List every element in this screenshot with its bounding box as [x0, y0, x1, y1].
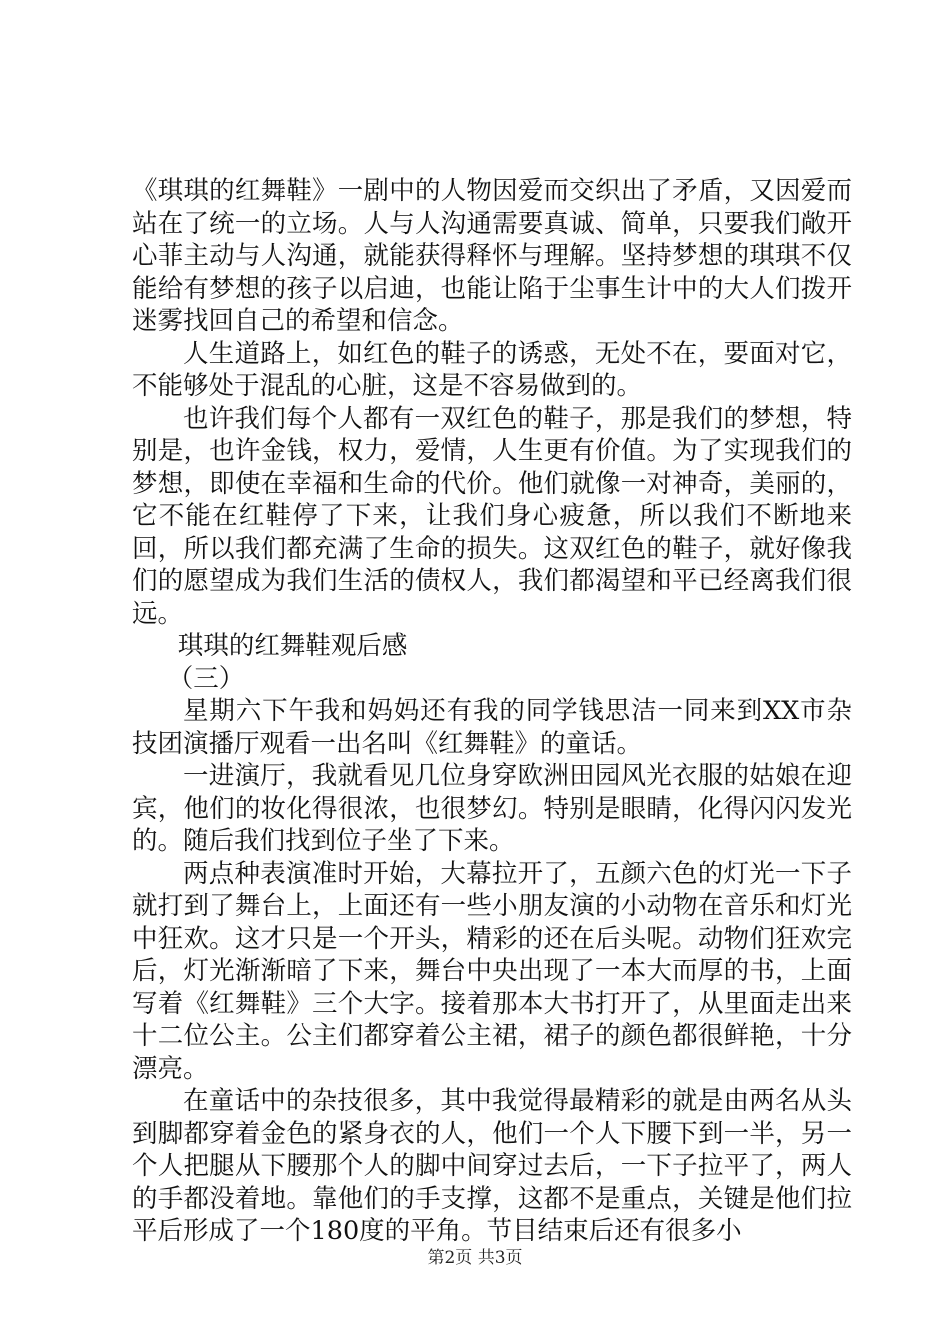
paragraph-7: 在童话中的杂技很多，其中我觉得最精彩的就是由两名从头到脚都穿着金色的紧身衣的人，他们一个人下腰下到一半，另一个人把腿从下腰那个人的脚中间穿过去后，一下子拉平了，两人的手都没着地。靠他们的手支撑，这都不是重点，关键是他们拉平后形成了一个180度的平角。节目结束后还有很多小 — [132, 1086, 852, 1246]
section-number: （三） — [167, 663, 245, 694]
document-body — [132, 175, 852, 1248]
paragraph-2: 人生道路上，如红色的鞋子的诱惑，无处不在，要面对它，不能够处于混乱的心脏，这是不容易做到的。 — [132, 338, 852, 401]
section-heading: 琪琪的红舞鞋观后感 — [177, 631, 408, 661]
paragraph-4: 星期六下午我和妈妈还有我的同学钱思洁一同来到XX市杂技团演播厅观看一出名叫《红舞鞋》的童话。 — [132, 696, 852, 759]
paragraph-1: 《琪琪的红舞鞋》一剧中的人物因爱而交织出了矛盾，又因爱而站在了统一的立场。人与人沟通需要真诚、简单，只要我们敞开心菲主动与人沟通，就能获得释怀与理解。坚持梦想的琪琪不仅能给有梦想的孩子以启迪，也能让陷于尘事生计中的大人们拨开迷雾找回自己的希望和信念。 — [132, 176, 852, 336]
paragraph-6: 两点种表演准时开始，大幕拉开了，五颜六色的灯光一下子就打到了舞台上，上面还有一些小朋友演的小动物在音乐和灯光中狂欢。这才只是一个开头，精彩的还在后头呢。动物们狂欢完后，灯光渐渐暗了下来，舞台中央出现了一本大而厚的书，上面写着《红舞鞋》三个大字。接着那本大书打开了，从里面走出来十二位公主。公主们都穿着公主裙，裙子的颜色都很鲜艳，十分漂亮。 — [132, 858, 852, 1084]
page-footer: 第2页 共3页 — [427, 1248, 523, 1268]
paragraph-3: 也许我们每个人都有一双红色的鞋子，那是我们的梦想，特别是，也许金钱，权力，爱情，人生更有价值。为了实现我们的梦想，即使在幸福和生命的代价。他们就像一对神奇，美丽的，它不能在红鞋停了下来，让我们身心疲惫，所以我们不断地来回，所以我们都充满了生命的损失。这双红色的鞋子，就好像我们的愿望成为我们生活的债权人，我们都渴望和平已经离我们很远。 — [132, 403, 852, 629]
paragraph-5: 一进演厅，我就看见几位身穿欧洲田园风光衣服的姑娘在迎宾，他们的妆化得很浓，也很梦幻。特别是眼睛，化得闪闪发光的。随后我们找到位子坐了下来。 — [132, 761, 852, 856]
